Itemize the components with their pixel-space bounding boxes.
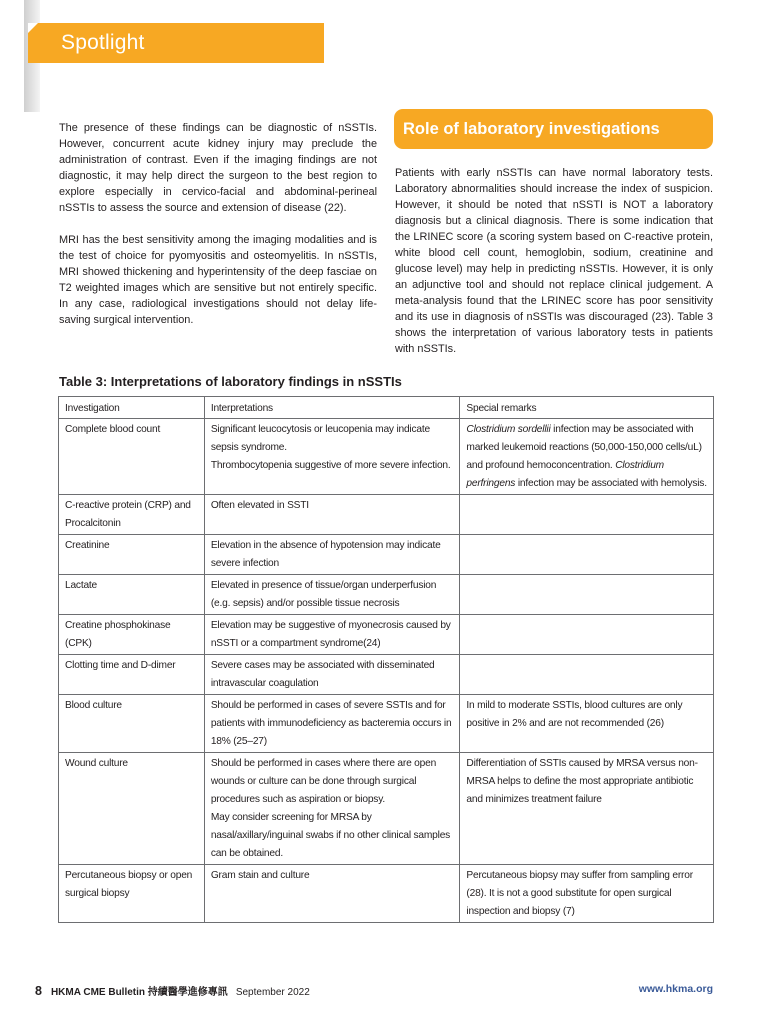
table-row	[59, 695, 714, 753]
interpretation-cell	[204, 753, 460, 865]
remarks-cell	[460, 615, 714, 655]
header-interpretations: Interpretations	[204, 397, 460, 419]
remarks-cell	[460, 419, 714, 495]
investigation-cell: Percutaneous biopsy or open surgical biopsy	[59, 865, 205, 923]
left-paragraph-1: The presence of these findings can be diagnostic of nSSTIs. However, concurrent acute kidney injury may preclude the administration of contrast. Even if the imaging findings are not diagnostic, it may help direct the surgeon to the best region to explore especially in cervico-facial and abdominal-perineal nSSTIs to assess the source and extension of disease (22).	[59, 122, 377, 214]
investigation-cell: Lactate	[59, 575, 205, 615]
website-link[interactable]: www.hkma.org	[638, 983, 713, 995]
issue-date: September 2022	[235, 987, 310, 998]
lab-findings-table	[58, 396, 714, 923]
header-investigation: Investigation	[59, 397, 205, 419]
table-header-row	[59, 397, 714, 419]
section-heading: Role of laboratory investigations	[394, 109, 713, 149]
interpretation-cell: Severe cases may be associated with disseminated intravascular coagulation	[204, 655, 460, 695]
table-row	[59, 495, 714, 535]
page-number: 8	[35, 984, 42, 998]
spotlight-banner: Spotlight	[28, 23, 324, 63]
left-column	[59, 120, 377, 344]
right-column	[395, 165, 713, 357]
interpretation-cell: Elevation in the absence of hypotension may indicate severe infection	[204, 535, 460, 575]
interpretation-text-2: Thrombocytopenia suggestive of more severe infection.	[210, 460, 451, 471]
table-row	[59, 753, 714, 865]
banner-corner	[28, 23, 38, 33]
remarks-text: infection may be associated with marked leukemoid reactions (50,000-150,000 cells/uL) and profound hemoconcentration.	[466, 424, 702, 471]
table-title: Table 3: Interpretations of laboratory findings in nSSTIs	[59, 374, 402, 389]
remarks-cell: Percutaneous biopsy may suffer from sampling error (28). It is not a good substitute for open surgical inspection and biopsy (7)	[460, 865, 714, 923]
table-row	[59, 615, 714, 655]
right-paragraph: Patients with early nSSTIs can have normal laboratory tests. Laboratory abnormalities should increase the index of suspicion. However, it should be noted that nSSTI is NOT a laboratory diagnosis but a clinical diagnosis. There is some indication that the LRINEC score (a scoring system based on C-reactive protein, white blood cell count, hemoglobin, sodium, creatinine and glucose level) may help in predicting nSSTIs. However, it is only an adjunctive tool and should not replace clinical judgement. A meta-analysis found that the LRINEC score has poor sensitivity and its use in diagnosis of nSSTIs was discouraged (23). Table 3 shows the interpretation of various laboratory tests in patients with nSSTIs.	[395, 167, 713, 355]
investigation-cell: Creatinine	[59, 535, 205, 575]
investigation-cell: Clotting time and D-dimer	[59, 655, 205, 695]
investigation-cell: Blood culture	[59, 695, 205, 753]
organism-name: Clostridium perfringens	[466, 460, 664, 489]
remarks-cell	[460, 655, 714, 695]
investigation-cell: Wound culture	[59, 753, 205, 865]
interpretation-cell: Elevated in presence of tissue/organ underperfusion (e.g. sepsis) and/or possible tissue necrosis	[204, 575, 460, 615]
interpretation-text: Significant leucocytosis or leucopenia may indicate sepsis syndrome.	[210, 424, 430, 453]
interpretation-cell: Should be performed in cases of severe SSTIs and for patients with immunodeficiency as bacteremia occurs in 18% (25–27)	[204, 695, 460, 753]
investigation-cell: C-reactive protein (CRP) and Procalcitonin	[59, 495, 205, 535]
publication-name: HKMA CME Bulletin 持續醫學進修專訊	[50, 987, 228, 998]
remarks-cell	[460, 535, 714, 575]
interpretation-cell	[204, 419, 460, 495]
investigation-cell: Complete blood count	[59, 419, 205, 495]
table-row	[59, 575, 714, 615]
remarks-cell	[460, 575, 714, 615]
header-special-remarks: Special remarks	[460, 397, 714, 419]
table-row	[59, 535, 714, 575]
investigation-cell: Creatine phosphokinase (CPK)	[59, 615, 205, 655]
table-row	[59, 865, 714, 923]
remarks-cell	[460, 495, 714, 535]
left-paragraph-2: MRI has the best sensitivity among the imaging modalities and is the test of choice for pyomyositis and osteomyelitis. In nSSTIs, MRI showed thickening and hyperintensity of the deep fasciae on T2 weighted images which are sensitive but not entirely specific. In any case, radiological investigations should not delay life-saving surgical intervention.	[59, 234, 377, 326]
table-row	[59, 655, 714, 695]
remarks-cell: Differentiation of SSTIs caused by MRSA versus non-MRSA helps to define the most appropriate antibiotic and minimizes treatment failure	[460, 753, 714, 865]
interpretation-cell: Often elevated in SSTI	[204, 495, 460, 535]
interpretation-cell: Elevation may be suggestive of myonecrosis caused by nSSTI or a compartment syndrome(24)	[204, 615, 460, 655]
table-row	[59, 419, 714, 495]
footer-left	[35, 983, 310, 998]
organism-name: Clostridium sordellii	[466, 424, 551, 435]
interpretation-cell: Gram stain and culture	[204, 865, 460, 923]
interpretation-text: Should be performed in cases where there are open wounds or culture can be done through surgical procedures such as aspiration or biopsy.	[210, 758, 437, 805]
remarks-text: infection may be associated with hemolysis.	[515, 478, 707, 489]
remarks-cell: In mild to moderate SSTIs, blood cultures are only positive in 2% and are not recommended (26)	[460, 695, 714, 753]
interpretation-text-2: May consider screening for MRSA by nasal/axillary/inguinal swabs if no other clinical samples can be obtained.	[210, 812, 451, 859]
